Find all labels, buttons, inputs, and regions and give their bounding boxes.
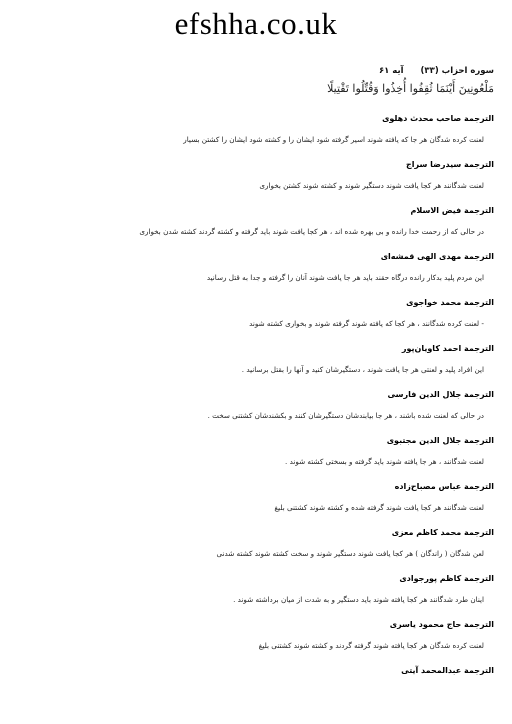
translator-title: الترجمة احمد کاویان‌پور bbox=[401, 344, 494, 353]
translation-entry bbox=[18, 389, 494, 435]
translation-entry bbox=[18, 665, 494, 711]
translator-title: الترجمة سیدرضا سراج bbox=[406, 160, 494, 169]
verse-header bbox=[24, 66, 494, 95]
translation-text: لعنت شدگانند هر کجا یافت شوند دستگیر شوند و کشته شوند کشتن بخواری bbox=[259, 181, 484, 190]
translator-title: الترجمة عبدالمحمد آیتی bbox=[401, 666, 494, 675]
surah-label: سوره احزاب (۳۳) bbox=[420, 66, 494, 76]
translation-entry bbox=[18, 205, 494, 251]
translator-title: الترجمة جلال الدین مجتبوی bbox=[386, 436, 494, 445]
translation-entry bbox=[18, 343, 494, 389]
translator-title: الترجمة محمد کاظم معزی bbox=[391, 528, 494, 537]
translator-title: الترجمة کاظم پورجوادی bbox=[399, 574, 494, 583]
translation-entry bbox=[18, 251, 494, 297]
translations-list bbox=[18, 113, 494, 711]
translation-text: لعنت کرده شدگان هر کجا یافته شوند گرفته گردند و کشته شوند کشتنی بلیغ bbox=[258, 641, 484, 650]
ayah-label: آیه ۶۱ bbox=[378, 66, 404, 76]
translator-title: الترجمة حاج محمود یاسری bbox=[389, 620, 494, 629]
translation-text: این افراد پلید و لعنتی هر جا یافت شوند ، دستگیرشان کنید و آنها را بقتل برسانید . bbox=[241, 365, 484, 374]
translator-title: الترجمة محمد خواجوی bbox=[406, 298, 494, 307]
translation-text: لعن شدگان ( راندگان ) هر کجا یافت شوند دستگیر شوند و سخت کشته شوند کشته شدنی bbox=[216, 549, 484, 558]
translation-entry bbox=[18, 297, 494, 343]
translation-text: لعنت کرده شدگان هر جا که یافته شوند اسیر گرفته شود ایشان را و کشته شود ایشان را کشتن بسیار bbox=[183, 135, 484, 144]
translation-entry bbox=[18, 527, 494, 573]
translation-entry bbox=[18, 159, 494, 205]
translation-text: - لعنت کرده شدگانند ، هر کجا که یافته شوند گرفته شوند و بخواری کشته شوند bbox=[249, 319, 484, 328]
translation-entry bbox=[18, 481, 494, 527]
translation-text: در حالی که از رحمت خدا رانده و بی بهره شده اند ، هر کجا یافت شوند باید گرفته و کشته گردند کشته شدن بخواری bbox=[139, 227, 484, 236]
site-title: efshha.co.uk bbox=[174, 6, 338, 41]
translation-text: این مردم پلید بدکار رانده درگاه حقند باید هر جا یافت شوند آنان را گرفته و جدا به قتل رسانید bbox=[206, 273, 484, 282]
translation-text: در حالی که لعنت شده باشند ، هر جا بیابندشان دستگیرشان کنند و بکشندشان کشتنی سخت . bbox=[207, 411, 484, 420]
translation-text: اینان طرد شدگانند هر کجا یافته شوند باید دستگیر و به شدت از میان برداشته شوند . bbox=[233, 595, 484, 604]
translator-title: الترجمة جلال الدین فارسی bbox=[387, 390, 494, 399]
arabic-verse: مَلْعُونِينَ أَيْنَمَا ثُقِفُوا أُخِذُوا وَقُتِّلُوا تَقْتِيلًا bbox=[327, 82, 494, 95]
translation-text: لعنت شدگانند ، هر جا یافته شوند باید گرفته و بسختی کشته شوند . bbox=[285, 457, 484, 466]
translation-text: لعنت شدگانند هر کجا یافت شوند گرفته شده و کشته شوند کشتنی بلیغ bbox=[274, 503, 484, 512]
translation-entry bbox=[18, 435, 494, 481]
translation-entry bbox=[18, 619, 494, 665]
translator-title: الترجمة مهدی الهی قمشه‌ای bbox=[380, 252, 494, 261]
translator-title: الترجمة فیض الاسلام bbox=[410, 206, 494, 215]
translation-entry bbox=[18, 113, 494, 159]
translator-title: الترجمة عباس مصباح‌زاده bbox=[394, 482, 494, 491]
translation-entry bbox=[18, 573, 494, 619]
translator-title: الترجمة صاحب محدث دهلوی bbox=[382, 114, 494, 123]
surah-ayah-line bbox=[24, 66, 494, 76]
